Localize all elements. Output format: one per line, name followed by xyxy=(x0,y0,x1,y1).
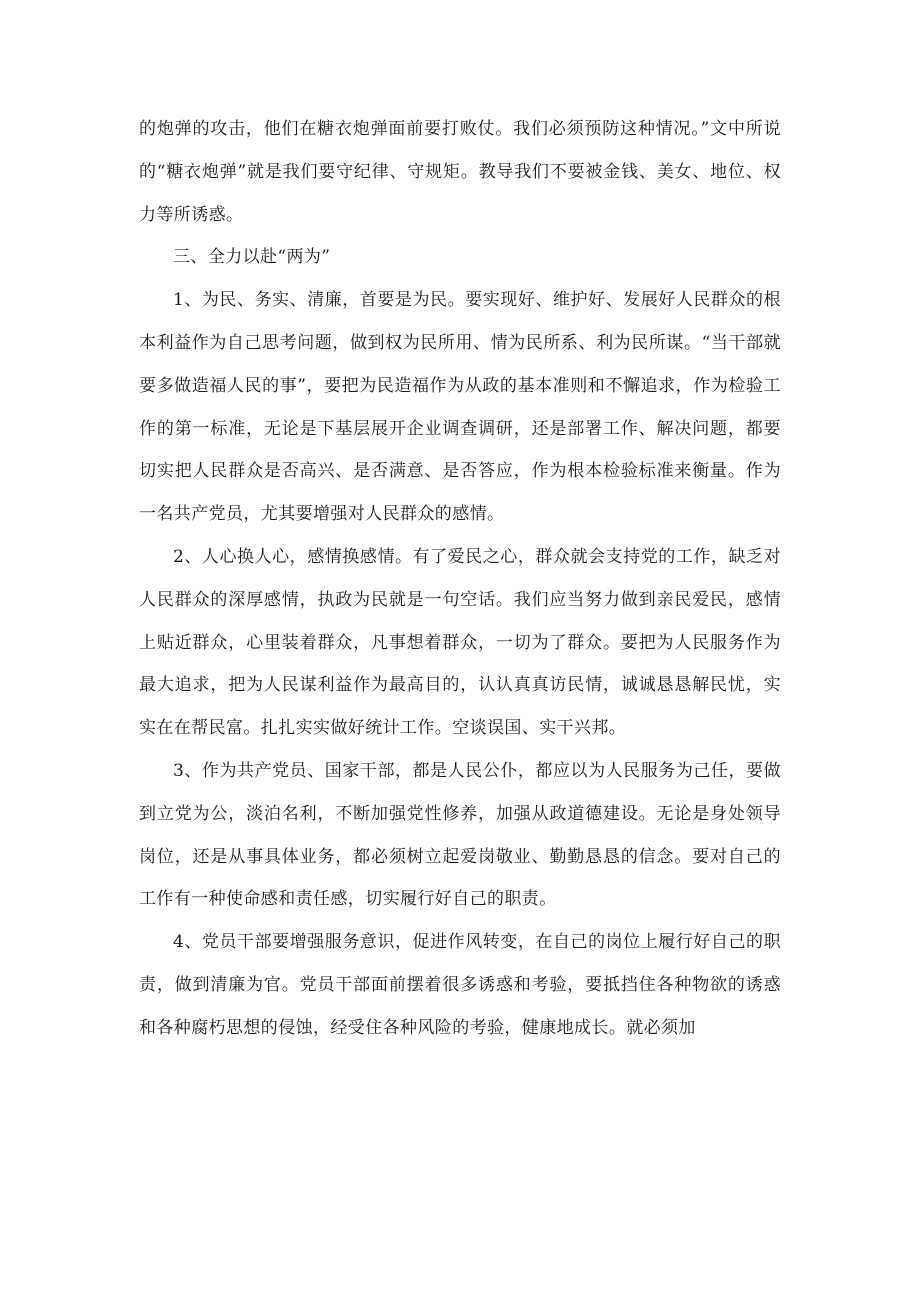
document-page xyxy=(139,108,781,1050)
paragraph-point-3: 3、作为共产党员、国家干部，都是人民公仆，都应以为人民服务为己任，要做到立党为公，淡泊名利，不断加强党性修养，加强从政道德建设。无论是身处领导岗位，还是从事具体业务，都必须树立起爱岗敬业、勤勤恳恳的信念。要对自己的工作有一种使命感和责任感，切实履行好自己的职责。 xyxy=(139,760,781,910)
paragraph-point-4: 4、党员干部要增强服务意识，促进作风转变，在自己的岗位上履行好自己的职责，做到清廉为官。党员干部面前摆着很多诱惑和考验，要抵挡住各种物欲的诱惑和各种腐朽思想的侵蚀，经受住各种风险的考验，健康地成长。就必须加 xyxy=(139,932,781,1038)
paragraph-continuation: 的炮弹的攻击，他们在糖衣炮弹面前要打败仗。我们必须预防这种情况。”文中所说的“糖衣炮弹”就是我们要守纪律、守规矩。教导我们不要被金钱、美女、地位、权力等所诱惑。 xyxy=(139,119,781,225)
paragraph-point-2: 2、人心换人心，感情换感情。有了爱民之心，群众就会支持党的工作，缺乏对人民群众的深厚感情，执政为民就是一句空话。我们应当努力做到亲民爱民，感情上贴近群众，心里装着群众，凡事想着群众，一切为了群众。要把为人民服务作为最大追求，把为人民谋利益作为最高目的，认认真真访民情，诚诚恳恳解民忧，实实在在帮民富。扎扎实实做好统计工作。空谈误国、实干兴邦。 xyxy=(139,546,781,739)
section-heading-three: 三、全力以赴“两为” xyxy=(173,247,331,268)
paragraph-point-1: 1、为民、务实、清廉，首要是为民。要实现好、维护好、发展好人民群众的根本利益作为自己思考问题，做到权为民所用、情为民所系、利为民所谋。“当干部就要多做造福人民的事”，要把为民造福作为从政的基本准则和不懈追求，作为检验工作的第一标准，无论是下基层展开企业调查调研，还是部署工作、解决问题，都要切实把人民群众是否高兴、是否满意、是否答应，作为根本检验标准来衡量。作为一名共产党员，尤其要增强对人民群众的感情。 xyxy=(139,290,781,525)
